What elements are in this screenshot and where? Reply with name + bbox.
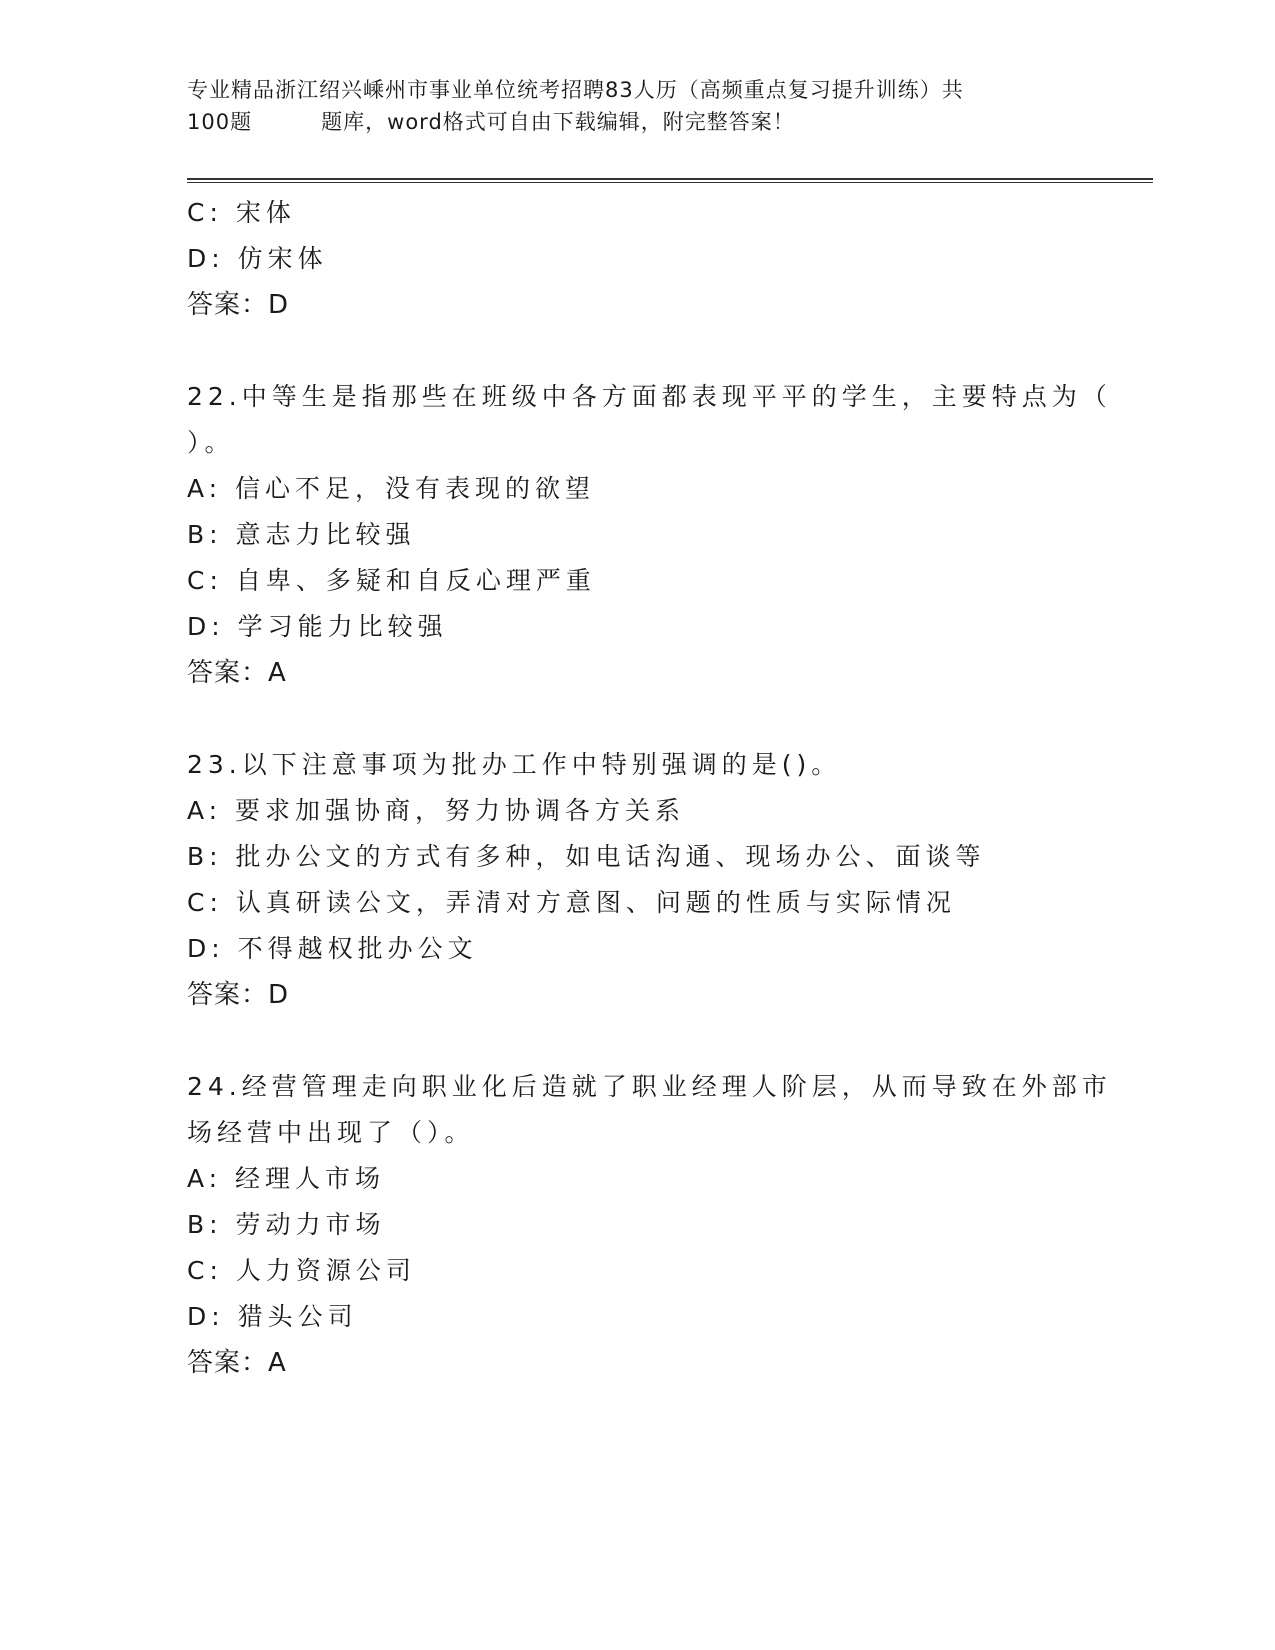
spacer [187, 696, 1087, 742]
document-body [187, 190, 1112, 1386]
option-c: C: 人力资源公司 [187, 1256, 416, 1285]
question-stem: 22.中等生是指那些在班级中各方面都表现平平的学生，主要特点为（ [187, 382, 1112, 411]
option-d: D: 学习能力比较强 [187, 612, 448, 641]
header-title-line-2: 100题 题库，word格式可自由下载编辑，附完整答案！ [187, 110, 795, 134]
option-d: D: 猎头公司 [187, 1302, 358, 1331]
option-d: D: 仿宋体 [187, 244, 328, 273]
answer-line: 答案：D [187, 290, 290, 320]
option-c: C: 宋体 [187, 198, 296, 227]
option-b: B: 意志力比较强 [187, 520, 416, 549]
question-21-continuation [187, 190, 1087, 328]
option-a: A: 信心不足，没有表现的欲望 [187, 474, 596, 503]
answer-line: 答案：A [187, 1348, 287, 1378]
option-c: C: 自卑、多疑和自反心理严重 [187, 566, 596, 595]
page-header [187, 74, 1087, 138]
header-divider [187, 178, 1153, 183]
header-title-line-1: 专业精品浙江绍兴嵊州市事业单位统考招聘83人历（高频重点复习提升训练）共 [187, 78, 964, 102]
question-24 [187, 1064, 1112, 1386]
option-a: A: 要求加强协商，努力协调各方关系 [187, 796, 686, 825]
question-stem: 场经营中出现了（）。 [187, 1118, 475, 1147]
option-b: B: 劳动力市场 [187, 1210, 386, 1239]
spacer [187, 328, 1087, 374]
question-23 [187, 742, 1087, 1018]
answer-line: 答案：A [187, 658, 287, 688]
option-a: A: 经理人市场 [187, 1164, 386, 1193]
question-stem: 24.经营管理走向职业化后造就了职业经理人阶层，从而导致在外部市 [187, 1072, 1112, 1101]
question-stem: 23.以下注意事项为批办工作中特别强调的是()。 [187, 750, 842, 779]
option-c: C: 认真研读公文，弄清对方意图、问题的性质与实际情况 [187, 888, 956, 917]
question-22 [187, 374, 1112, 696]
spacer [187, 1018, 1087, 1064]
question-stem: ）。 [187, 428, 235, 457]
option-d: D: 不得越权批办公文 [187, 934, 478, 963]
option-b: B: 批办公文的方式有多种，如电话沟通、现场办公、面谈等 [187, 842, 986, 871]
answer-line: 答案：D [187, 980, 290, 1010]
